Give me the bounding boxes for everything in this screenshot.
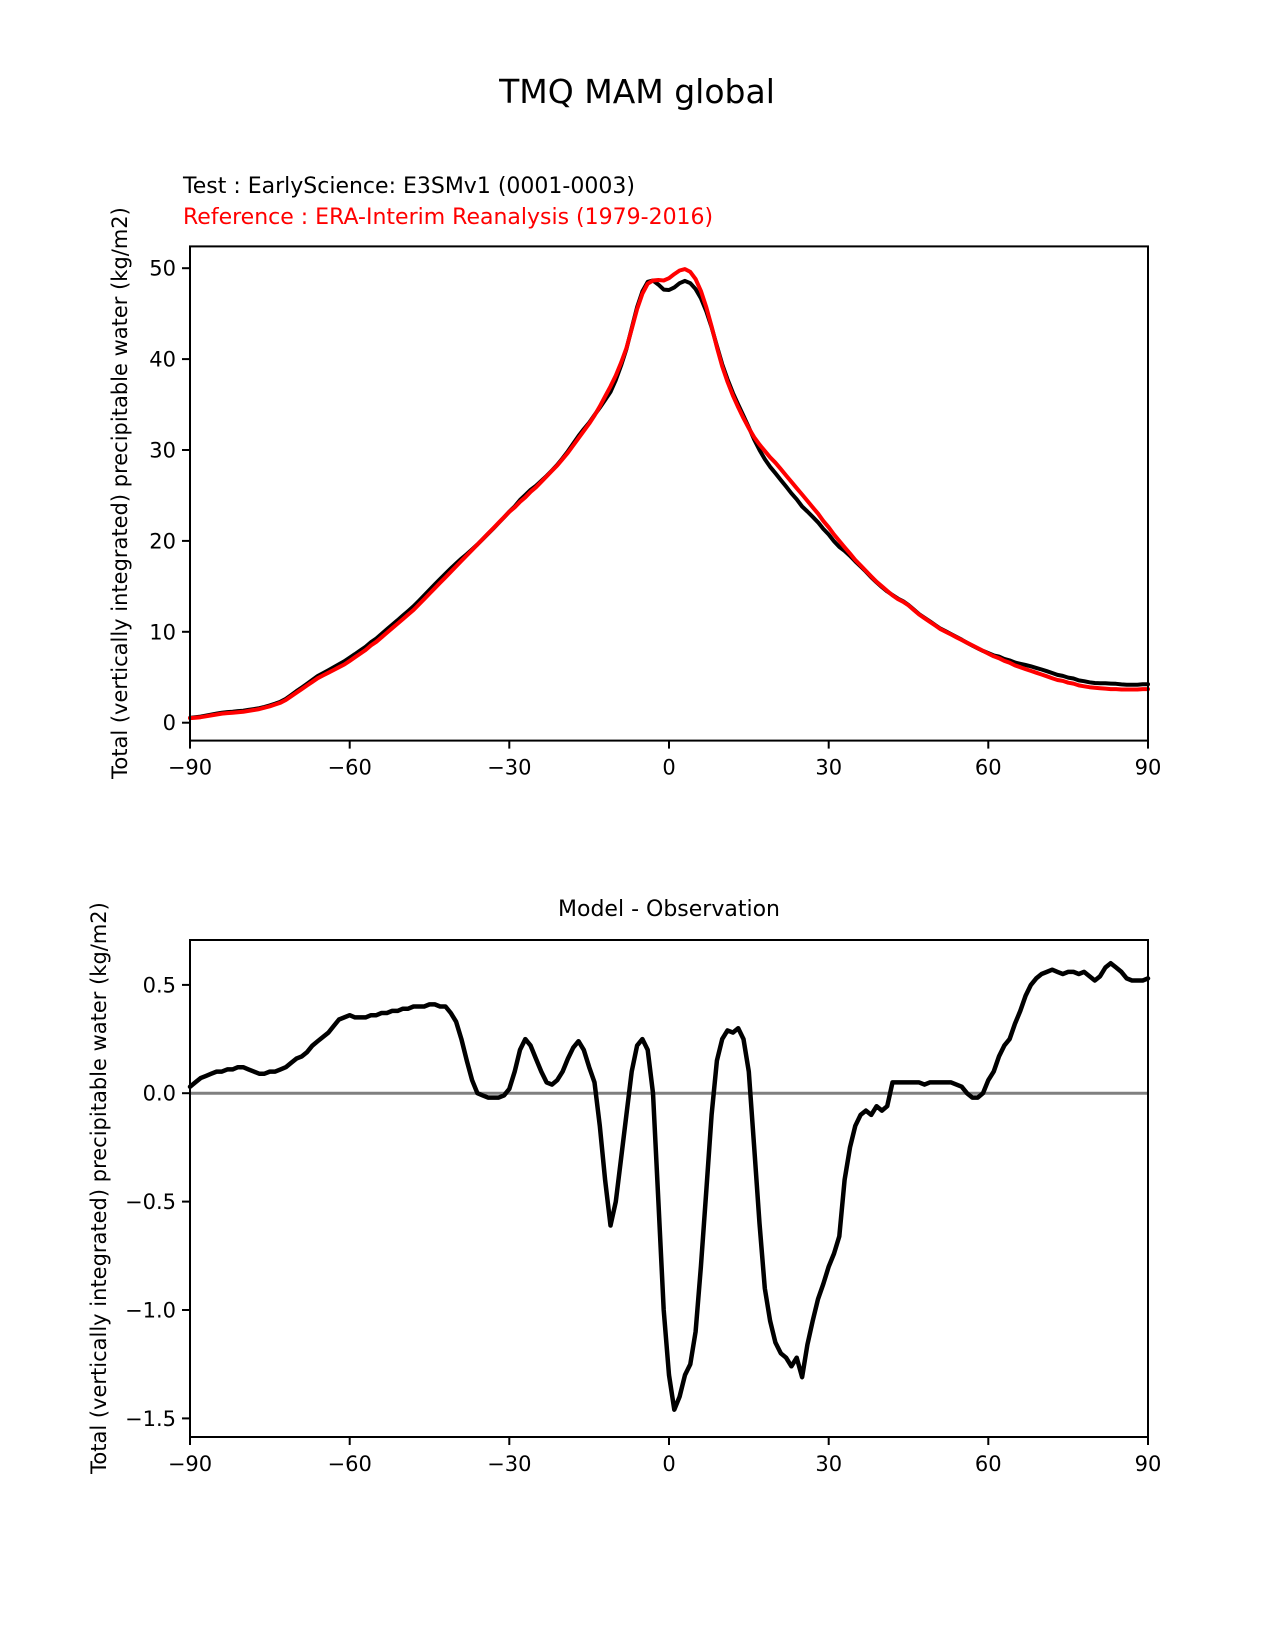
y-tick-label: 30 [149,438,176,463]
y-tick-label: 0.0 [142,1081,176,1106]
x-tick-label: 60 [974,755,1002,780]
y-tick-label: −1.0 [125,1298,176,1323]
x-tick-label: 0 [662,1452,676,1476]
y-tick-label: −1.5 [125,1406,176,1431]
test-series-line [190,281,1148,718]
top-y-axis-label: Total (vertically integrated) precipitable water (kg/m2) [108,207,132,779]
x-tick-label: −30 [487,755,532,780]
x-tick-label: 90 [1134,1452,1162,1476]
x-tick-label: 0 [662,755,676,780]
top-panel-axes [149,246,1161,779]
y-tick-label: 0 [162,711,176,736]
difference-series-line [190,963,1148,1409]
y-tick-label: 20 [149,529,176,554]
y-tick-label: 40 [149,347,176,372]
x-tick-label: 60 [974,1452,1002,1476]
x-tick-label: −30 [487,1452,532,1476]
x-tick-label: −60 [327,755,372,780]
x-tick-label: −60 [327,1452,372,1476]
y-tick-label: 0.5 [142,973,176,998]
x-tick-label: 30 [815,1452,843,1476]
y-tick-label: −0.5 [125,1190,176,1215]
bottom-panel-axes [125,940,1161,1476]
figure-title: TMQ MAM global [499,72,775,111]
x-tick-label: 90 [1134,755,1162,780]
bottom-panel-title: Model - Observation [558,897,780,922]
x-tick-label: −90 [167,1452,213,1476]
bottom-y-axis-label: Total (vertically integrated) precipitable water (kg/m2) [87,902,111,1474]
reference-legend-label: Reference : ERA-Interim Reanalysis (1979-2016) [183,205,714,230]
y-tick-label: 50 [149,256,176,281]
y-tick-label: 10 [149,620,176,645]
reference-series-line [190,269,1148,718]
x-tick-label: 30 [815,755,843,780]
x-tick-label: −90 [167,755,213,780]
test-legend-label: Test : EarlyScience: E3SMv1 (0001-0003) [183,174,635,199]
